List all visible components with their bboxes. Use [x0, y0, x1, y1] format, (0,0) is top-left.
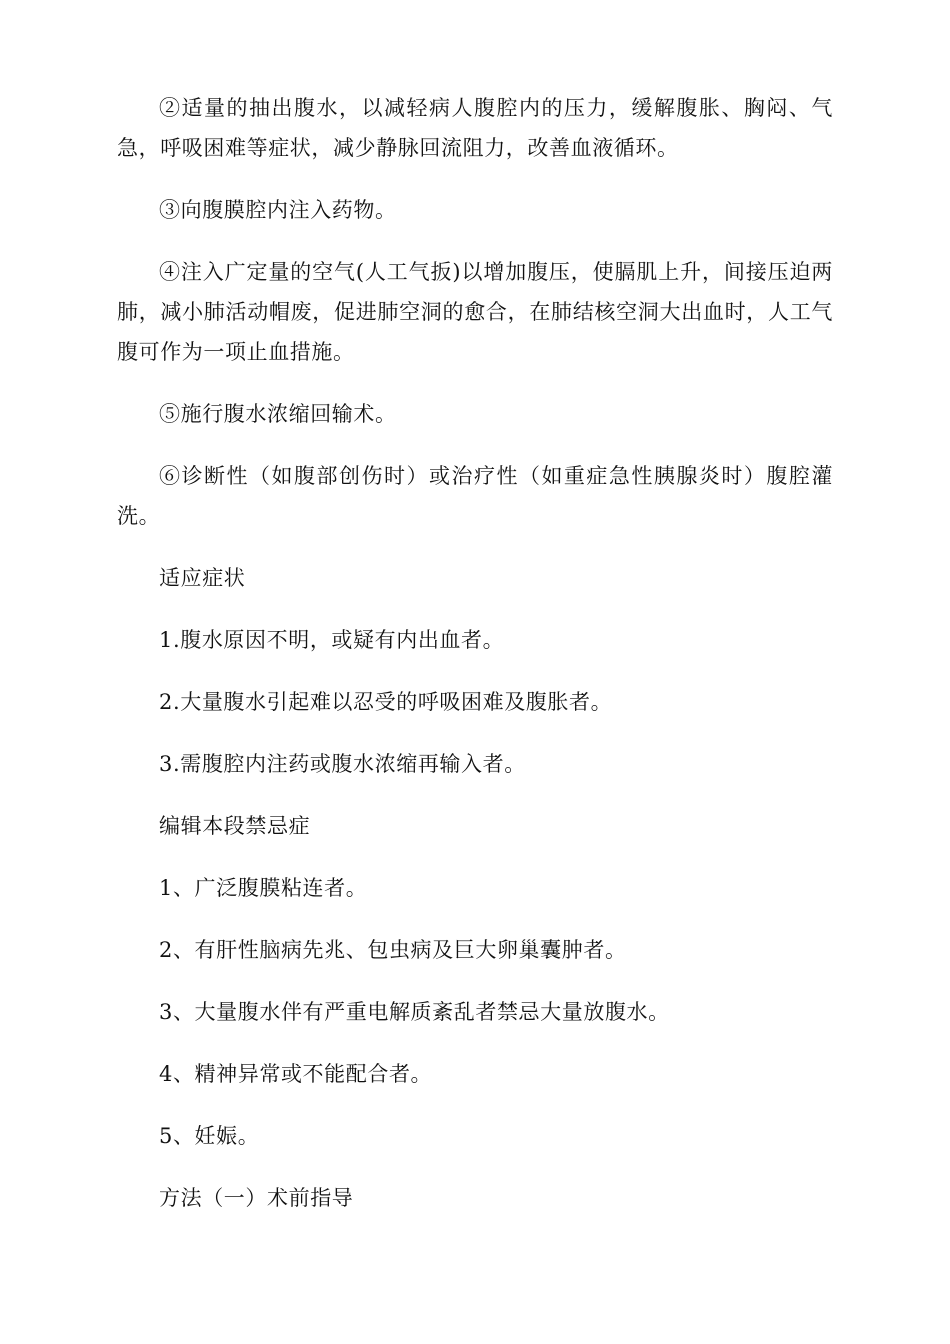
indications-heading: 适应症状 — [159, 566, 246, 590]
paragraph-item-4: ④注入广定量的空气(人工气扳)以增加腹压，使膈肌上升，间接压迫两肺，减小肺活动帽废，促进肺空洞的愈合，在肺结核空洞大出血时，人工气腹可作为一项止血措施。 — [117, 260, 833, 364]
method-heading: 方法（一）术前指导 — [159, 1186, 354, 1210]
contraindication-item-5: 5、妊娠。 — [159, 1124, 260, 1148]
indication-item-2: 2.大量腹水引起难以忍受的呼吸困难及腹胀者。 — [159, 690, 613, 714]
contraindication-item-4: 4、精神异常或不能配合者。 — [159, 1062, 433, 1086]
document-body — [117, 88, 833, 1218]
indication-item-3: 3.需腹腔内注药或腹水浓缩再输入者。 — [159, 752, 526, 776]
contraindication-item-1: 1、广泛腹膜粘连者。 — [159, 876, 368, 900]
paragraph-item-5: ⑤施行腹水浓缩回输术。 — [159, 402, 397, 426]
indication-item-1: 1.腹水原因不明，或疑有内出血者。 — [159, 628, 505, 652]
paragraph-item-3: ③向腹膜腔内注入药物。 — [159, 198, 397, 222]
paragraph-item-2: ②适量的抽出腹水，以减轻病人腹腔内的压力，缓解腹胀、胸闷、气急，呼吸困难等症状，减少静脉回流阻力，改善血液循环。 — [117, 96, 833, 160]
contraindications-heading: 编辑本段禁忌症 — [159, 814, 311, 838]
contraindication-item-2: 2、有肝性脑病先兆、包虫病及巨大卵巢囊肿者。 — [159, 938, 627, 962]
contraindication-item-3: 3、大量腹水伴有严重电解质紊乱者禁忌大量放腹水。 — [159, 1000, 670, 1024]
paragraph-item-6: ⑥诊断性（如腹部创伤时）或治疗性（如重症急性胰腺炎时）腹腔灌洗。 — [117, 464, 833, 528]
